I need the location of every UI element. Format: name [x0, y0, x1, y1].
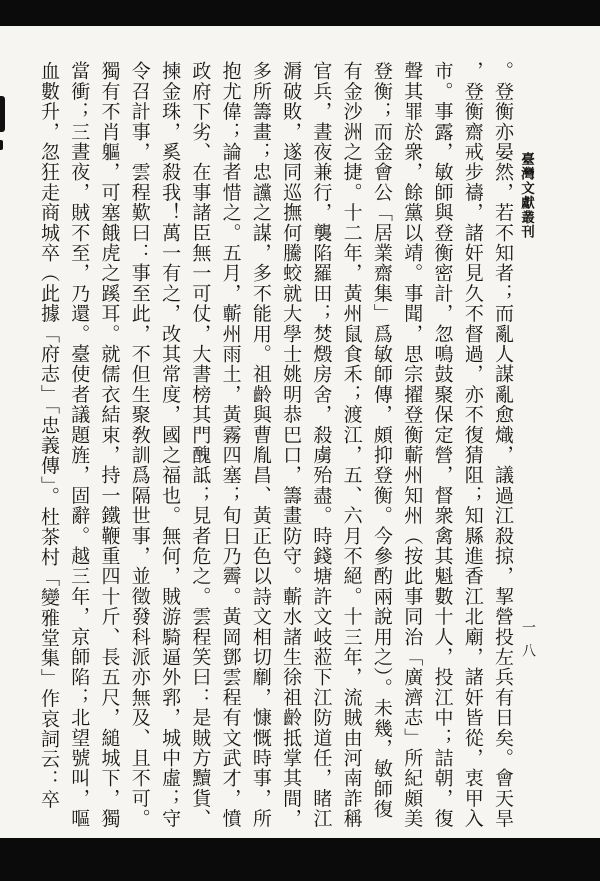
text-column: 漘破敗，遂同巡撫何騰蛟就大學士姚明恭巴口，籌畫防守。蘄水諸生徐祖齡抵掌其間， — [280, 61, 302, 829]
text-column: 令召計事，雲程歎曰：事至此，不但生聚敎訓爲隔世事，並徵發科派亦無及、且不可。 — [128, 61, 150, 829]
series-title: 臺灣文獻叢刊 — [519, 152, 534, 239]
text-column: 政府下劣、在事諸臣無一可仗，大書榜其門醜詆；見者危之。雲程笑曰：是賊方黷貨、 — [189, 61, 211, 829]
scan-border-bottom — [0, 838, 600, 881]
scan-artifact — [0, 96, 5, 132]
text-column: 。登衡亦晏然，若不知者；而亂人謀亂愈熾，議過江殺掠，挈營投左兵有日矣。會天旱 — [491, 61, 513, 829]
text-body — [38, 61, 513, 829]
text-column: 登衡；而金會公「居業齋集」爲敏師傳，頗抑登衡。今參酌兩說用之）。未幾，敏師復 — [370, 61, 392, 820]
text-column: 有金沙洲之捷。十二年，黃州鼠食禾；渡江，五、六月不絕。十三年，流賊由河南詐稱 — [340, 61, 362, 829]
text-column: 獨有不肖軀，可塞餓虎之蹊耳。就儒衣結束，持一鐵鞭重四十斤、長五尺，縋城下，獨 — [98, 61, 120, 829]
text-column: 市。事露，敏師與登衡密計，忽鳴鼓聚保定營，督衆禽其魁數十人，投江中；詰朝，復 — [431, 61, 453, 829]
scan-artifact — [0, 140, 3, 150]
text-column: 官兵，晝夜兼行，襲陷羅田；焚燬房舍，殺虜殆盡。時錢塘許文岐蒞下江防道任，睹江 — [310, 61, 332, 829]
text-column: 揀金珠，奚殺我！萬一有之，改其常度，國之福也。無何，賊游騎逼外郛，城中虛；守 — [159, 61, 181, 829]
text-column: 抱尤偉；論者惜之。五月，蘄州雨土，黃霧四塞；旬日乃霽。黃岡鄧雲程有文武才，憤 — [219, 61, 241, 829]
scan-border-top — [0, 0, 600, 26]
text-column: ，登衡齋戒步禱，諸奸見久不督過，亦不復猜阻；知縣進香江北廟，諸奸皆從，衷甲入 — [461, 61, 483, 829]
text-column: 當衝；三晝夜，賊不至，乃還。臺使者議題旌，固辭。越三年，京師陷；北望號叫，嘔 — [68, 61, 90, 829]
text-column: 血數升，忽狂走商城卒（此據「府志」「忠義傳」。杜茶村「變雅堂集」作哀詞云：卒 — [38, 61, 59, 810]
text-column: 聲其罪於衆，餘黨以靖。事聞，思宗擢登衡蘄州知州（按此事同治「廣濟志」所紀頗美 — [401, 61, 423, 829]
page-number: 一八 — [520, 620, 535, 666]
text-column: 多所籌畫；忠讜之謀，多不能用。祖齡與曹胤昌、黃正色以詩文相切劘，慷慨時事，所 — [249, 61, 271, 829]
